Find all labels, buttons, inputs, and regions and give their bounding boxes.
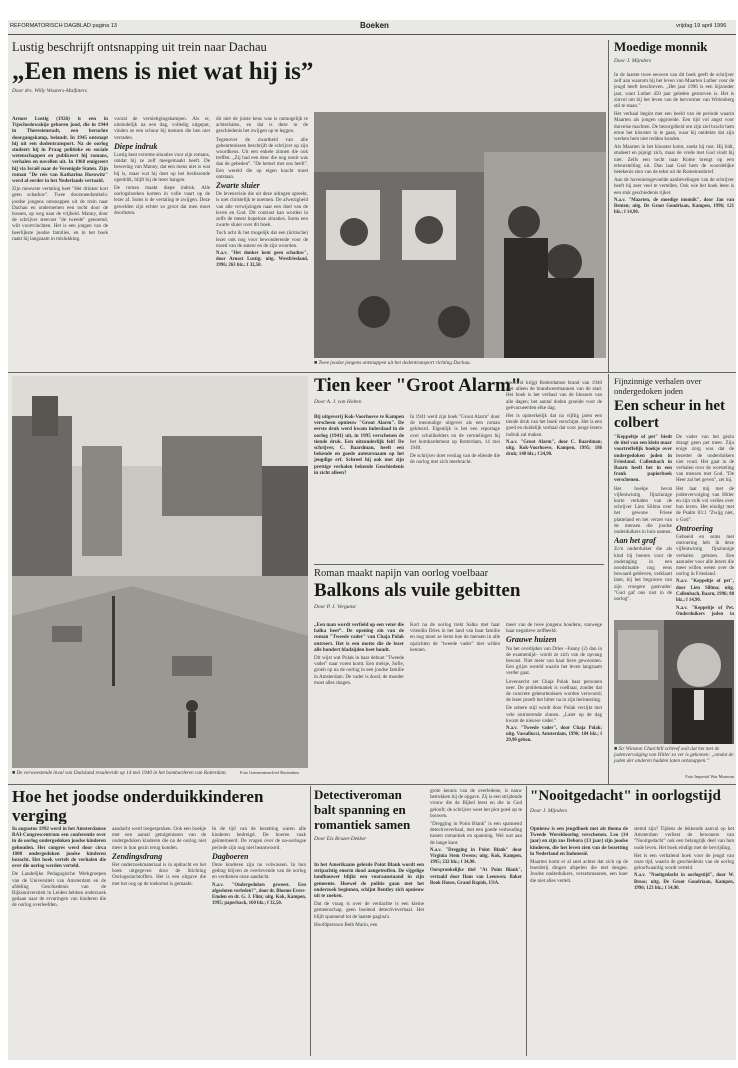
detective-column-2 <box>430 788 522 1056</box>
moedige-heading <box>614 40 734 70</box>
joodse-paragraph: aandacht werd toegesproken. Ook een boekje met een aantal getuigenissen van de ondergedoken kinderen die na de oorlog niet meer in hun gezin terug konden. <box>112 826 206 851</box>
scheur-paragraph: Het laat mij met de jodenvervolging van Hitler en zijn volk vol verlies over hun leven. Het eindigt met de Psalm 83:1 "Zwijg niet, o God". <box>676 485 734 523</box>
scheur-lead: "Keppeltje of pet" biedt de titel van een klein maar voortreffelijk boekje over ondergedoken joden in Friesland. Callenbach in Baarn heeft het in een frank papierboek verschenen. <box>614 434 672 484</box>
scheur-column-2 <box>676 434 734 618</box>
detective-byline: Door Els Bruzet-Dekker <box>314 835 367 842</box>
rotterdam-bombing-photo <box>12 376 308 768</box>
column-rule <box>608 374 609 784</box>
nooitgedacht-paragraph: Het is een verhalend boek voor de jeugd van onze tijd, waarin de geschiedenis van de oorlog geloofwaardig wordt verteld. <box>634 852 734 872</box>
scheur-book-info-1: N.a.v. "Keppeltje of pet", door Lien Sillma; uitg. Callenbach, Baarn, 1996; 88 blz.; f 14,90. <box>676 579 734 604</box>
churchill-credit: Foto Imperial War Museum <box>685 774 734 779</box>
joodse-paragraph: Het onderzoekmateriaal is in opdracht en het boek uitgegeven door de Stichting Oorlogsslachtoffers. Het is een uitgave die met het oog op de toekomst is gemaakt. <box>112 862 206 887</box>
scheur-kicker: Fijnzinnige verhalen over ondergedoken joden <box>614 376 702 396</box>
detective-heading <box>314 788 424 860</box>
lustig-paragraph: vooral de vernietigingskampen. Als er, uiteindelijk na een dag, volledig uitgeput, vinden ze een schuur bij mensen die hen niet verraden. <box>114 116 210 141</box>
joodse-book-info: N.a.v. "Ondergedoken geweest. Een afgesloten verleden?", door dr. Bloeme Evers-Emden en dr. G. J. Flim; uitg. Kok, Kampen, 1995; paperback, 160 blz.; f 32,50. <box>212 882 306 907</box>
lustig-paragraph: Toch acht ik het mogelijk dat een (kritische) lezer ook nog voor bewonderende voor de moed van de auteur en de zijn woorden. <box>216 230 308 249</box>
nooitgedacht-paragraph: Maarten komt er al snel achter dat zich op de boerderij dingen afspelen die niet deugen. Joodse onderduikers, verzetsmannen, een boer die niet alles vertelt. <box>530 859 628 884</box>
lustig-paragraph: De roman maakt diepe indruk. Alle oorlogsboeken komen in volle vaart op de lezer af. Soms is de vertaling te zwijgen. Deze gewelden zijn echter zo groot dat men moet doorlezen. <box>114 185 210 216</box>
lustig-subhead-2: Zwarte sluier <box>216 181 260 191</box>
churchill-photo <box>614 620 734 744</box>
tien-paragraph: In 1941 werd zijn boek "Groot Alarm" door de toenmalige uitgever als een roman gekleurd. Eigenlijk is het een reportage over schuilkelders en de vernielingen bij het bombardement op Rotterdam, 14 mei 1940. <box>410 414 500 452</box>
lustig-headline: „Een mens is niet wat hij is” <box>12 58 314 85</box>
issue-date: vrijdag 19 april 1996 <box>676 23 727 29</box>
lustig-lead: Arnost Lustig (1926) is een in Tsjechoslowakije geboren jood, die in 1944 in Theresienstadt, een beruchte doorgangskamp, belandt. In 1945 ontsnapt hij uit een dodentransport. Na de oorlog studeert hij in Praag politieke en sociale wetenschappen en publiceert hij romans, verhalen en novellen uit. In 1968 emigreert hij via Israël naar de Verenigde Staten. Zijn roman "De reis van Katharina Horowitz" werd al eerder in het Nederlands vertaald. <box>12 116 108 185</box>
joodse-paragraph: De Landelijke Pedagogische Werkgroepen van de Universiteit van Amsterdam en de afdeling Geschiedenis van de Rijksuniversiteit in Leiden hebben onderzoek gedaan naar de ervaringen van kinderen die de oorlog overleefden. <box>12 871 106 909</box>
page-header <box>8 20 736 35</box>
tien-book-info: N.a.v. "Groot Alarm", door C. Baardman; uitg. Kok-Voorhoeve, Kampen, 1995; 186 druk; 140 blz.; f 24,90. <box>506 439 602 458</box>
moedige-column <box>614 72 734 372</box>
lustig-kicker: Lustig beschrijft ontsnapping uit trein naar Dachau <box>12 40 267 54</box>
bombing-caption-text: De verwoestende inval van Duitsland resulteerde op 14 mei 1940 in het bombarderen van Rotterdam. <box>16 770 227 776</box>
train-photo <box>314 112 606 358</box>
balkons-column-3 <box>506 622 602 782</box>
tien-headline: Tien keer "Groot Alarm" <box>314 376 522 396</box>
moedige-paragraph: Als Maarten in het klooster komt, zoekt hij rust. Hij bidt, studeert en pijnigt zich, maar de vrede met God vindt hij niet. Zelfs een tocht naar Rome brengt op een teleurstelling uit. Dan laat God hem de woordelijke betekenis zien van de tekst uit de Romeinenbrief. <box>614 144 734 176</box>
balkons-headline: Balkons als vuile gebitten <box>314 580 521 601</box>
tien-column-1 <box>314 414 404 562</box>
lustig-column-3 <box>216 116 308 368</box>
lustig-column-1 <box>12 116 108 368</box>
scheur-paragraph: Geboeid en soms met ontroering heb ik deze vijfentwintig fijnzinnige verhalen gelezen. Een aanrader voor alle lezers die meer willen weten over de oorlog in Friesland. <box>676 534 734 578</box>
newspaper-page <box>8 20 736 1060</box>
balkons-column-1 <box>314 622 404 782</box>
nooitgedacht-column-1 <box>530 826 628 1056</box>
lustig-book-info: N.a.v. "Het donker kent geen schaduw", door Arnost Lustig; uitg. Westfriesland, 1996; 263 blz.; f 32,50. <box>216 251 308 269</box>
detective-paragraph: Hoofdpersoon Beth Marin, een <box>314 921 378 928</box>
moedige-paragraph: In de laatste twee eeuwen van dit boek geeft de schrijver zelf aan waarom hij het leven van Maarten Luther voor de jeugd heeft beschreven. „Het jaar 1996 is een bijzonder jaar, want Luther 450 jaar geleden gestorven is. Het is zinvol om bij het leven van de hervormer van Wittenberg stil te staan.” <box>614 72 734 110</box>
tien-paragraph: Het is opmerkelijk dat na vijftig jaren een tiende druk van het boek verschijnt. Het is een goed en duidelijk verhaal dat voor jonge lezers indruk zal maken. <box>506 413 602 438</box>
balkons-byline: Door P. J. Vergunst <box>314 603 356 610</box>
lustig-paragraph: Tegenover de zwartheid van alle gebeurtenissen beschrijft de schrijver op zijn woordkeus. Uit een enkele zinnen die ook treffen. „Zij had een deur die nog nooit was dan de gebeden”. "De hemel met ons heeft". Een wereld die op eigen kracht moet ontstaan. <box>216 136 308 180</box>
lustig-column-2 <box>114 116 210 368</box>
detective-lead: In het Amerikaans gelezde Point Blank wordt een stripachtig enorm dood aangetroffen. De vijgelige landbouwer blijkt een vooraanstaand in zijn gemeente. Hoewel de politie gaan met het onderzoek beginnen, schijnt Bentley zich opnieuw uit te zoeken. <box>314 862 424 900</box>
joodse-column-2 <box>112 826 206 1056</box>
moedige-paragraph: Het verhaal begint met een beeld van de periode waarin Maarten als jongen opgroeide. Een tijd vol angst voor duivelse machten. De bezorgdheid om zijn ziel bracht hem ertoe het klooster in te gaan, waar hij ontdekte dat zijn werken hem niet redden konden. <box>614 111 734 143</box>
balkons-paragraph: Na het overlijden van Dries –Fanny (2) dan in de examentijd– wordt ze zich van de opvang bewust. Niet meer van haar lieve gewoonten. Een grijze wereld waarin het leven langzaam verder gaat. <box>506 645 602 677</box>
detective-column-1 <box>314 862 424 1056</box>
detective-headline: Detectiveroman balt spanning en romantiek samen <box>314 788 411 832</box>
tien-paragraph: De schrijver doet verslag van de ellende die de oorlog met zich meebracht. <box>410 453 500 466</box>
nooitgedacht-paragraph: stemd zijn? Tijdens de lekkende aanval op het Amsterdam verliest de bewoners van "Nooitgedacht" ook een belangrijk deel van hun oude leven. Het boek eindigt met de bevrijding. <box>634 826 734 851</box>
train-caption: ■ Twee joodse jongens ontsnappen uit het dodentransport richting Dachau. <box>314 360 471 366</box>
balkons-column-2 <box>410 622 500 782</box>
horizontal-rule <box>8 784 736 785</box>
detective-paragraph: Dat de vraag is over de verdachte is een kleine gemeenschap, geen boeiend detectiveverhaal. Het blijft spannend tot de laatste pagina's. <box>314 901 424 920</box>
joodse-subhead-2: Dagboeren <box>212 851 249 861</box>
moedige-book-info: N.a.v. "Maarten, de moedige monnik", door Jan van Benten; uitg. De Groot Goudriaan, Kampen, 1996; 121 blz.; f 14,90. <box>614 197 734 216</box>
section-title: Boeken <box>360 21 389 30</box>
scheur-paragraph: Zo'n onderduiker die als kind bij boeren voor de onderaging in een noodsituatie nog eens bewaard gebleven, verklaart later, bij het begraven van zijn vroegere gastvader: "God gaf ons rust in de oorlog". <box>614 546 672 603</box>
moedige-paragraph: Aan de hoveniersgevoelde aanbevelingen van de schrijver heeft hij zeer veel te vertellen. Ook wie het boek leest is een stuk geschiedenis rijker. <box>614 177 734 196</box>
horizontal-rule <box>8 372 736 373</box>
lustig-paragraph: De levensvisie die uit deze uitingen spreekt, is niet christelijk te noemen. De afwezigheid van alle verwijzingen naar een doel van de leven en God. Dit contrast kan worden in zelfs de meest hopeloze situaties. Soms een zwarte sluier over dit boek. <box>216 191 308 229</box>
balkons-subhead: Grauwe huizen <box>506 635 557 645</box>
lustig-byline: Door drs. Willy Wouters-Malfaters <box>12 88 87 95</box>
tien-column-2 <box>410 414 500 562</box>
scheur-subhead-1: Aan het graf <box>614 536 656 546</box>
balkons-book-info: N.a.v. "Tweede vader", door Chaja Polak; uitg. Vassallucci, Amsterdam, 1996; 184 blz.; f 29,90 gebon. <box>506 726 602 744</box>
bombing-caption: ■ De verwoestende inval van Duitsland resulteerde op 14 mei 1940 in het bombarderen van Rotterdam. <box>12 770 227 776</box>
lustig-subhead-1: Diepe indruk <box>114 141 158 151</box>
joodse-paragraph: In de tijd van de bezetting waren alle kinderen bedreigd. De boeren vaak geïnterneerd. De vragen over de na-oorlogse periode zijn nog niet beantwoord. <box>212 826 306 851</box>
nooitgedacht-lead: Opnieuw is een jeugdboek met als thema de Tweede Wereldoorlog verschenen. Leo (14 jaar) en zijn zus Debora (13 jaar) zijn joodse kinderen, die het leven zien van de bezetting in Nederland en Indonesië. <box>530 826 628 857</box>
detective-paragraph: "Dregging in Point Blank" is een spannend detectiveverhaal, met een goede verhouding tussen romantiek en spanning. Wel wat aan de lange kant. <box>430 821 522 846</box>
tien-byline: Door A. J. van Holten <box>314 398 362 405</box>
lustig-heading <box>12 40 602 110</box>
moedige-headline: Moedige monnik <box>614 40 708 54</box>
joodse-lead: In augustus 1992 werd in het Amsterdamse RAI-Congrescentrum een conferentie over in de oorlog ondergedoken joodse kinderen gehouden. Het congres werd door circa 1000 ondergedoken joodse kinderen bezocht. Het boek vertelt de verhalen die over die oorlog werden verteld. <box>12 826 106 870</box>
balkons-paragraph: De sobere stijl wordt door Polak verrijkt met vele ontroerende zinnen. „Later op de dag kwam de nieuwe vader.” <box>506 705 602 724</box>
column-rule <box>526 786 527 1056</box>
scheur-paragraph: Het boekje bevat vijfentwintig fijnzinnige korte verhalen van de schrijver Lien Sillma over het gewone Friese platteland en het verzet van de mensen die joodse onderduikers in huis namen. <box>614 485 672 536</box>
horizontal-rule <box>314 564 604 565</box>
column-rule <box>608 40 609 372</box>
scheur-subhead-2: Ontroering <box>676 523 713 533</box>
balkons-paragraph: Kort na de oorlog trekt Salka met haar vriendin Dries in het land van haar familie en nog moet ze leren hoe de mensen in alle opzichten de "tweede vader" niet willen kennen. <box>410 622 500 653</box>
balkons-kicker: Roman maakt napijn van oorlog voelbaar <box>314 568 489 579</box>
joodse-subhead-1: Zendingsdrang <box>112 851 163 861</box>
detective-book-info-2: Oorspronkelijke titel "At Point Blank", vertaald door Hans van Leeuwen; Baker Book House, Grand Rapids, USA. <box>430 868 522 886</box>
nooitgedacht-column-2 <box>634 826 734 1056</box>
nooitgedacht-headline: "Nooitgedacht" in oorlogstijd <box>530 788 721 804</box>
joodse-headline: Hoe het joodse onderduikkinderen verging <box>12 788 264 824</box>
nooitgedacht-book-info: N.a.v. "Nooitgedacht in oorlogstijd", door W. Breas; uitg. De Groot Goudriaan, Kampen, 1996; 123 blz.; f 14,90. <box>634 873 734 891</box>
nooitgedacht-heading <box>530 788 734 824</box>
lustig-paragraph: Zijn nieuwste vertaling heet "Het drinker kort geen schaduw". Twee doorsneedomkels: joodse jongens ontsnappen uit de trein naar Dachau en ondernemen een tocht door de bossen, op weg naar de vrijheid. Manny, door de schrijver steevast "de tweede" genoemd, wilt voortvluchten. Het is een jongen van de heerlijkste joodse families, en in het boek raakt hij langzaam in mislukking. <box>12 186 108 242</box>
joodse-heading <box>12 788 308 824</box>
tien-lead: Bij uitgeverij Kok-Voorhoeve te Kampen verscheen opnieuw "Groot Alarm". De eerste druk werd kwam inderdaad in de oorlog (1941) uit, in 1995 verschenen de tiende druk. Een uitzonderlijk feit! De schrijver, C. Baardman, heeft een bekende en goede auteursnaam op het jeugdige erf. Schreef hij ook met zijn prettige verhalen bekende Geschiedenis in zicht alleen? <box>314 414 404 476</box>
joodse-paragraph: Deze kinderen zijn nu volwassen. In hun gedrag blijven ze overlevende van de oorlog en verdienen onze aandacht. <box>212 862 306 881</box>
detective-book-info-1: N.a.v. "Dregging in Point Blank" door Virginia Stem Owens; uitg. Kok, Kampen, 1995; 232 blz.; f 34,90. <box>430 847 522 866</box>
tien-paragraph: hoofdrol krijgt Rotterdamse brand van 1940 niet alleen de brandweermannen van de stad. Het boek is het verhaal van de blussers van alle dagen; het aantal doden groeide voor de geëvacueerden elke dag. <box>506 380 602 411</box>
joodse-column-3 <box>212 826 306 1056</box>
scheur-headline: Een scheur in het colbert <box>614 398 725 431</box>
balkons-paragraph: meer van de twee jongens houdens, vanwege haar negatieve zelfbeeld. <box>506 622 602 635</box>
scheur-heading <box>614 376 734 432</box>
lustig-paragraph: Lustig kent extreme situaties voor zijn romans, omdat hij ze zelf meegemaakt heeft. De bewering van Manny, dat een mens niet is wat hij is, maar wat hij doet op het beslissende ogenblik, blijft bij de lezer hangen. <box>114 152 210 183</box>
bombing-credit: Foto Gemeentearchief Rotterdam <box>240 770 299 775</box>
balkons-paragraph: Dit wijst wat Polak in haar debuut "Tweede vader" naar voren komt. Een meisje, Sofie, groeit op na de oorlog in een joodse familie in Amsterdam. De vader is dood, de moeder moet alles dragen. <box>314 655 404 686</box>
lustig-paragraph: dit niet de juiste keus was is onmogelijk te achterhalen, en dat is deze in de geschiedenis het zwijgen op te leggen. <box>216 116 308 135</box>
tien-column-3 <box>506 380 602 562</box>
balkons-heading <box>314 568 604 620</box>
moedige-byline: Door J. Mijnders <box>614 57 652 64</box>
detective-paragraph: grote kennis van de overledene, is nauw betrokken bij de opgave. Zij is een strijdende vrouw die de Bijbel leest en die in God gelooft; de schrijver weet het plot goed op te bouwen. <box>430 788 522 819</box>
joodse-column-1 <box>12 826 106 1056</box>
train-caption-text: Twee joodse jongens ontsnappen uit het dodentransport richting Dachau. <box>318 360 471 366</box>
scheur-column-1 <box>614 434 672 618</box>
balkons-paragraph: Levensecht zet Chaja Polak haar personen neer. De problematiek is voelbaar, zonder dat de concrete gebeurtenissen worden verwoord; de lezer proeft het bitter na in zijn herinnering. <box>506 678 602 704</box>
churchill-caption-text: Sir Winston Churchill schreef ooit dat het met de jodenvervolging van Hitler zo ver is gekomen: „omdat de joden der anderen hadden laten ontsnappen.” <box>614 746 734 764</box>
nooitgedacht-byline: Door J. Mijnders <box>530 807 568 814</box>
column-rule <box>310 786 311 1056</box>
churchill-caption: ■ Sir Winston Churchill schreef ooit dat het met de jodenvervolging van Hitler zo ver is gekomen: „omdat de joden der anderen hadden laten ontsnappen.” <box>614 746 734 764</box>
scheur-paragraph: De vader van het gezin draagt geen pet meer. Zijn enige zorg was dat de bezetter de onderduikers niet vond. Het gaat in de verhalen over de worsteling van mensen met God. "De Heer zal het geven", zei hij. <box>676 434 734 484</box>
balkons-lead: „Een man wordt verfield op een veter die balka heet”. De opening zin van de roman "Tweede vader" van Chaja Polak ontroert. Het is een motto die de lezer alle hondert bladzijden beet houdt. <box>314 622 404 653</box>
paper-name: REFORMATORISCH DAGBLAD pagina 13 <box>10 23 118 29</box>
scheur-book-info-2: N.a.v. "Keppeltje of Pet. Onderduikers joden in <box>676 606 734 618</box>
